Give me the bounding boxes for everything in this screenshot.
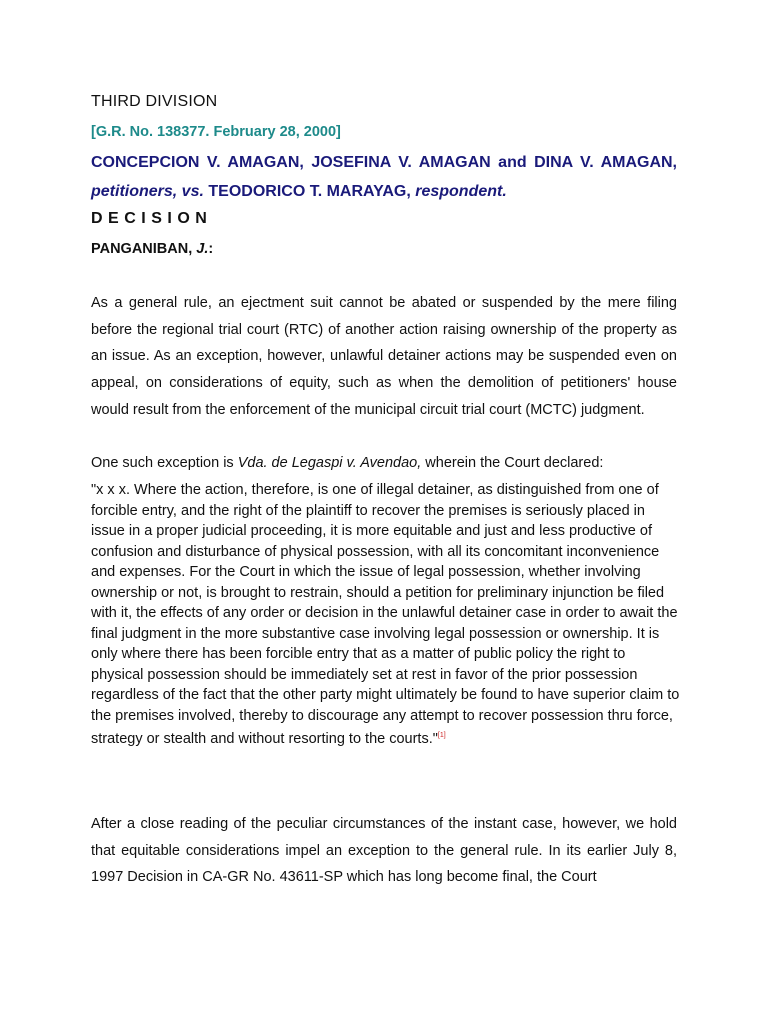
case-number: [G.R. No. 138377. February 28, 2000] [91,124,341,140]
petitioners-label: petitioners, vs. [91,183,204,200]
cited-case-name: Vda. de Legaspi v. Avendao, [237,455,422,471]
paragraph-exception [91,452,677,474]
division-heading: THIRD DIVISION [91,93,218,110]
ponente [91,241,213,257]
decision-heading: DECISION [91,210,213,227]
block-quote [91,480,681,749]
paragraph-general-rule: As a general rule, an ejectment suit cannot be abated or suspended by the mere filing before the regional trial court (RTC) of another action raising ownership of the property as an issue. As an exception, however, unlawful detainer actions may be suspended even on appeal, on considerations of equity, such as when the demolition of petitioners' house would result from the enforcement of the municipal circuit trial court (MCTC) judgment. [91,295,677,418]
ponente-title: J. [196,241,209,257]
exception-tail: wherein the Court declared: [421,455,604,471]
footnote-link[interactable]: [1] [437,732,446,739]
respondent-label: respondent. [415,183,507,200]
quote-text: "x x x. Where the action, therefore, is one of illegal detainer, as distinguished from one of forcible entry, and the right of the plaintiff to recover the premises is seriously placed in issue in a proper judicial proceeding, it is more equitable and just and less productive of confusion and disturbance of physical possession, with all its concomitant inconvenience and expenses. For the Court in which the issue of legal possession, whether involving ownership or not, is brought to restrain, should a petition for preliminary injunction be filed with it, the effects of any order or decision in the unlawful detainer case in order to await the final judgment in the more substantive case involving legal possession or ownership. It is only where there has been forcible entry that as a matter of public policy the right to physical possession should be immediately set at rest in favor of the prior possession regardless of the fact that the other party might ultimately be found to have superior claim to the premises involved, thereby to discourage any attempt to recover possession thru force, strategy or stealth and without resorting to the courts." [91,482,680,747]
petitioners-names: CONCEPCION V. AMAGAN, JOSEFINA V. AMAGAN and DINA V. AMAGAN, [91,154,677,171]
respondent-name: TEODORICO T. MARAYAG, [203,183,416,200]
paragraph-holding: After a close reading of the peculiar circumstances of the instant case, however, we hold that equitable considerations impel an exception to the general rule. In its earlier July 8, 1997 Decision in CA-GR No. 43611-SP which has long become final, the Court [91,816,677,886]
ponente-suffix: : [208,241,214,257]
exception-intro: One such exception is [91,455,238,471]
case-parties [91,148,677,206]
ponente-name: PANGANIBAN, [91,241,197,257]
